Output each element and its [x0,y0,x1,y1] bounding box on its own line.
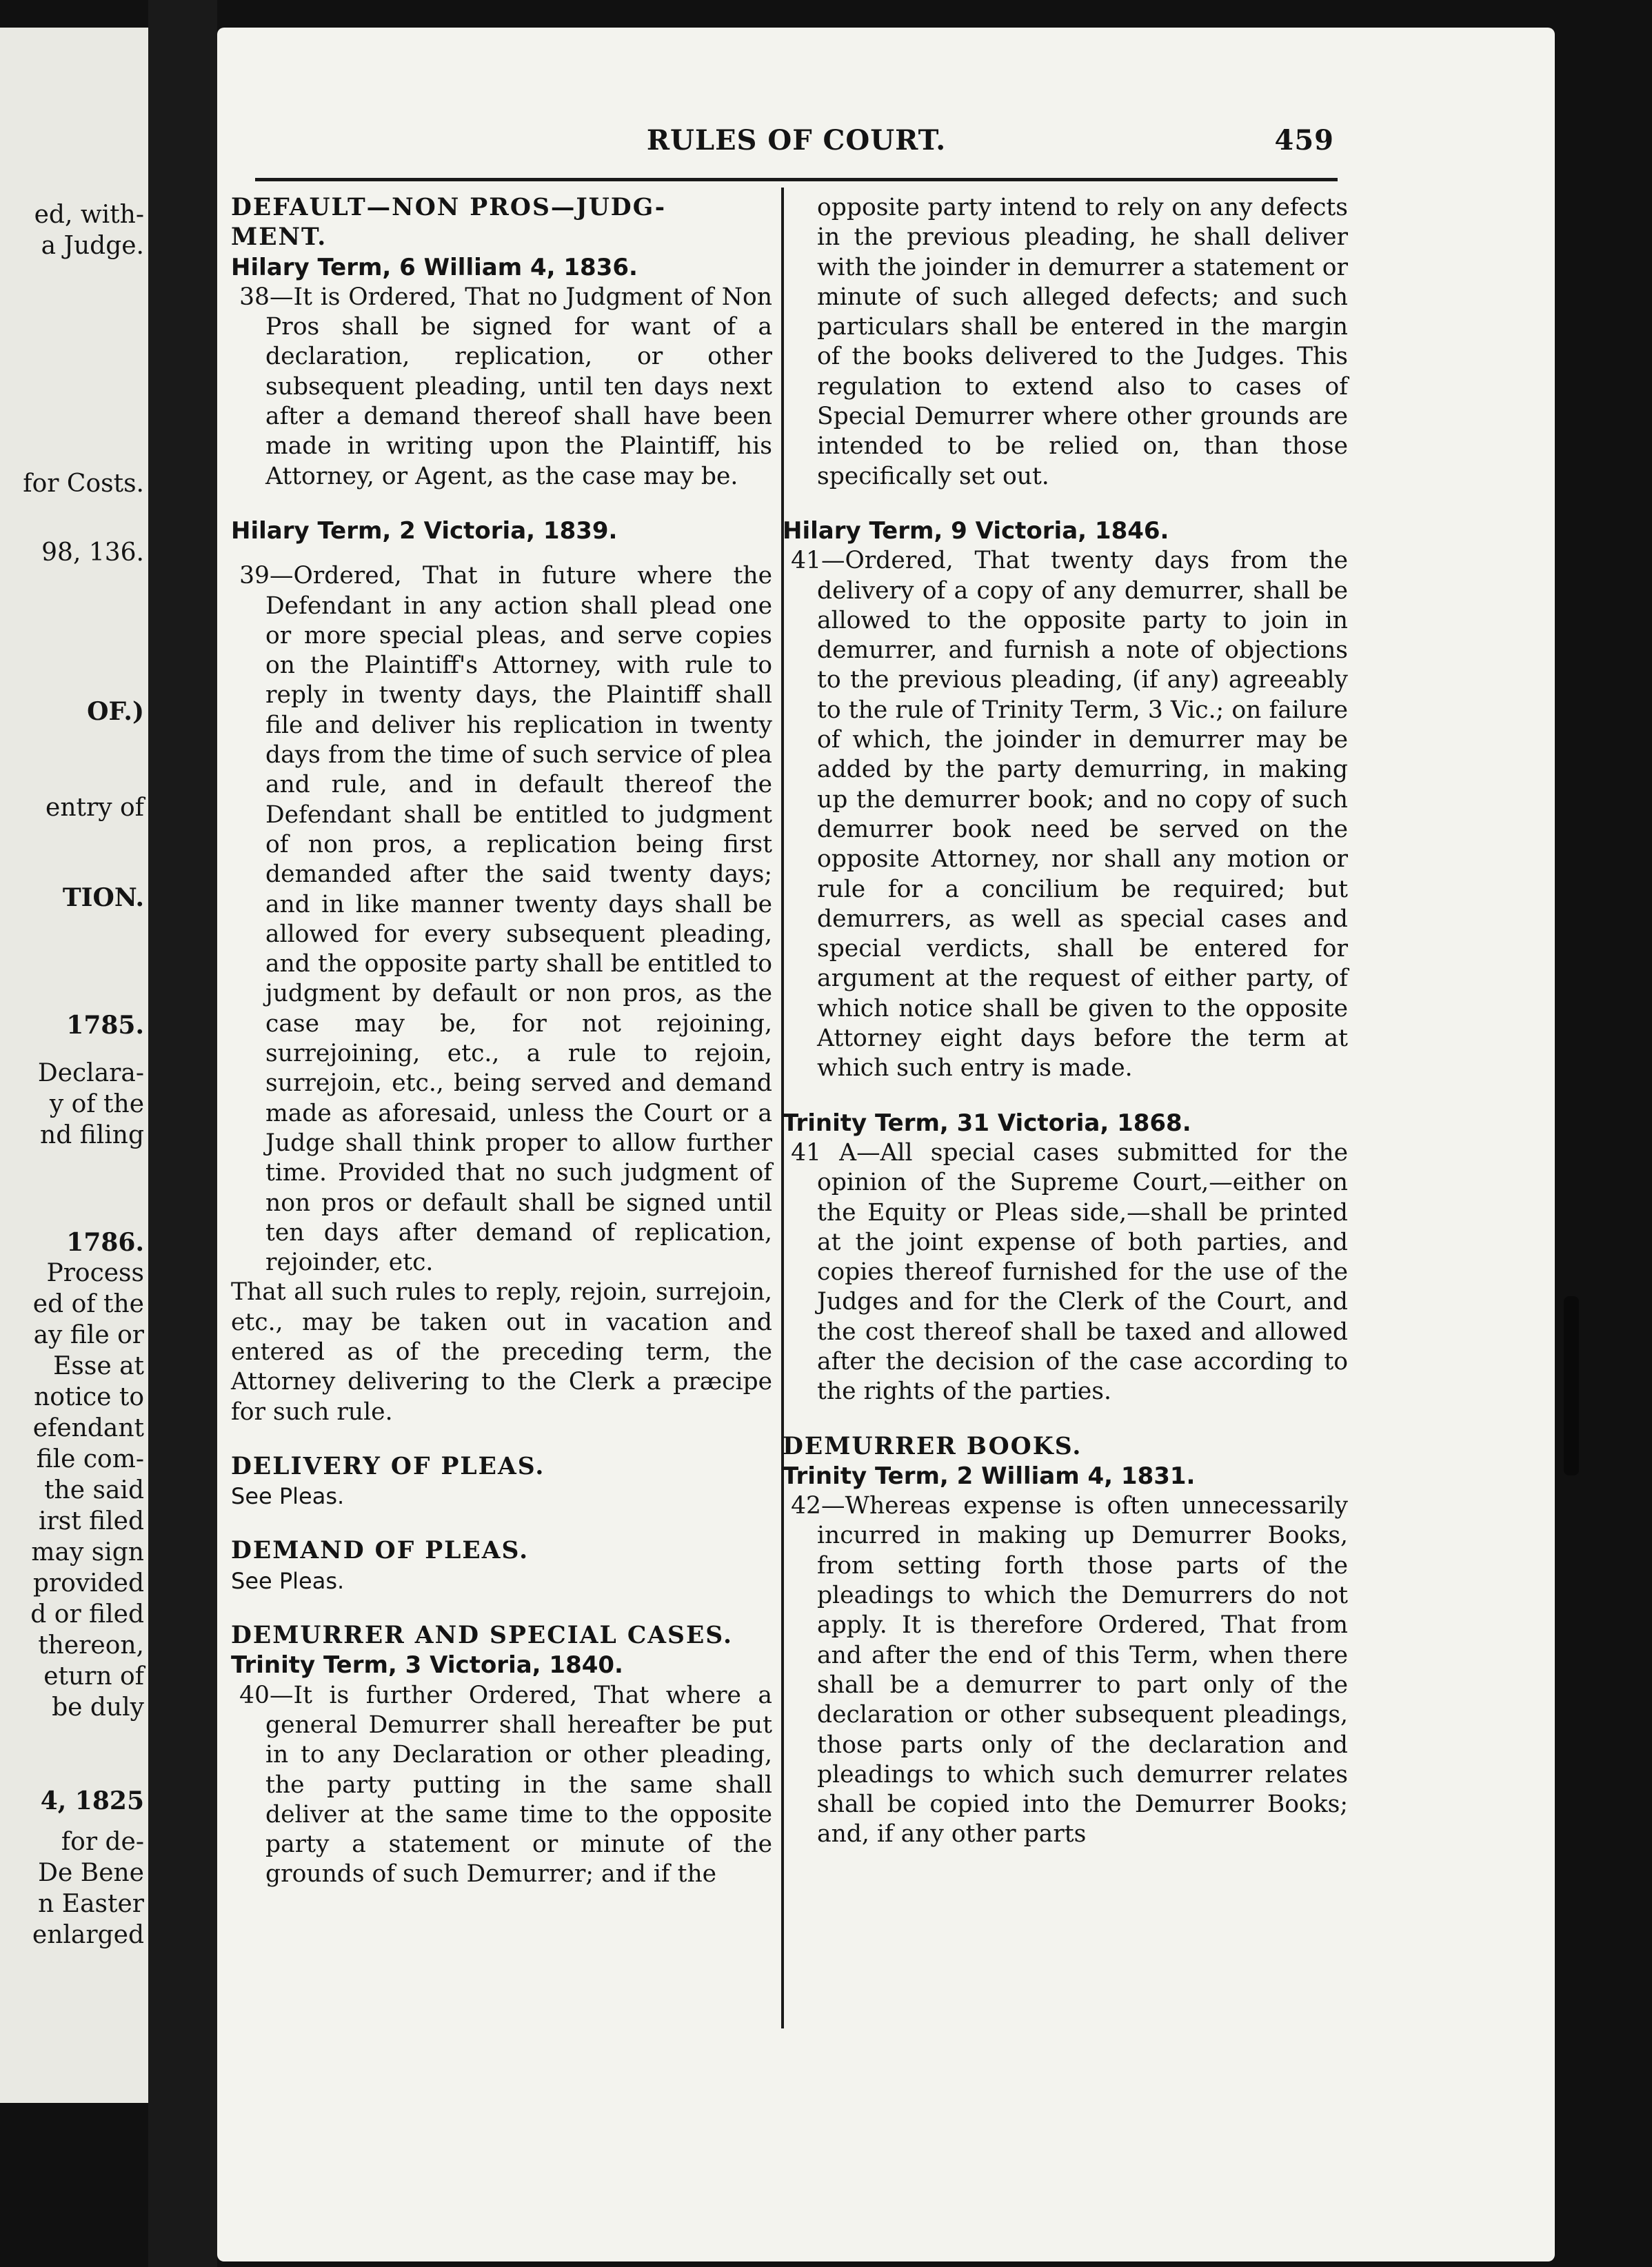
cross-reference: See Pleas. [231,1483,345,1510]
section-heading: DEMURRER AND SPECIAL CASES. [231,1622,733,1650]
left-page-text-fragment: ed, with- [34,201,144,229]
page-number: 459 [1274,124,1334,157]
rule-41: 41—Ordered, That twenty days from the delivery of a copy of any demurrer, shall be allowed to the opposite party to join in demurrer, and furnish a note of objections to the previous pleading, (if any) agreeably to the rule of Trinity Term, 3 Vic.; on failure of which, the joinder in demurrer may be added by the party demurring, in making up the demurrer book; and no copy of such demurrer book need be served on the opposite Attorney, nor shall any motion or rule for a concilium be required; but demurrers, as well as special cases and special verdicts, shall be entered for argument at the request of either party, of which notice shall be given to the opposite Attorney eight days before the term at which such entry is made. [791,547,1348,1082]
left-page-text-fragment: the said [44,1476,144,1504]
left-page-text-fragment: TION. [62,883,144,912]
page-clip-shadow [1564,1296,1579,1475]
book-gutter [148,0,217,2267]
section-heading: DELIVERY OF PLEAS. [231,1452,545,1480]
section-heading: DEFAULT—NON PROS—JUDG- [231,194,667,221]
left-page-text-fragment: ay file or [33,1321,144,1349]
section-heading: DEMURRER BOOKS. [783,1432,1082,1460]
rule-38: 38—It is Ordered, That no Judgment of Non Pros shall be signed for want of a declaration, replication, or other subsequent pleading, until ten days next after a demand thereof shall have been made in writing upon the Plaintiff, his Attorney, or Agent, as the case may be. [239,283,772,490]
left-page-text-fragment: De Bene [38,1859,144,1887]
left-page-text-fragment: eturn of [43,1662,144,1691]
term-heading: Trinity Term, 3 Victoria, 1840. [231,1651,623,1680]
left-page-text-fragment: Esse at [53,1352,144,1380]
left-page-text-fragment: provided [32,1569,144,1598]
left-page-text-fragment: 98, 136. [41,538,144,567]
term-heading: Hilary Term, 2 Victoria, 1839. [231,516,618,545]
term-heading: Hilary Term, 9 Victoria, 1846. [783,516,1169,545]
left-page-text-fragment: irst filed [39,1507,144,1535]
left-page-text-fragment: Declara- [37,1059,144,1087]
header-rule [255,178,1338,181]
left-page-text-fragment: n Easter [38,1890,144,1918]
running-title: RULES OF COURT. [646,124,947,157]
right-column [783,193,1348,1850]
rule-39-continuation: That all such rules to reply, rejoin, surrejoin, etc., may be taken out in vacation and entered as of the preceding term, the Attorney delivering to the Clerk a præcipe for such rule. [231,1278,772,1426]
left-page-text-fragment: 1786. [66,1228,144,1257]
rule-39: 39—Ordered, That in future where the Defendant in any action shall plead one or more special pleas, and serve copies on the Plaintiff's Attorney, with rule to reply in twenty days, the Plaintiff shall file and deliver his replication in twenty days from the time of such service of plea and rule, and in default thereof the Defendant shall be entitled to judgment of non pros, a replication being first demanded after the said twenty days; and in like manner twenty days shall be allowed for every subsequent pleading, and the opposite party shall be entitled to judgment by default or non pros, as the case may be, for not rejoining, surrejoining, etc., a rule to rejoin, surrejoin, etc., being served and demand made as aforesaid, unless the Court or a Judge shall think proper to allow further time. Provided that no such judgment of non pros or default shall be signed until ten days after demand of replication, rejoinder, etc. [239,562,772,1277]
left-page-text-fragment: be duly [52,1693,144,1722]
book-page [217,28,1555,2261]
left-page-text-fragment: OF.) [87,697,144,726]
rule-42: 42—Whereas expense is often unnecessarily incurred in making up Demurrer Books, from setting forth those parts of the pleadings to which the Demurrers do not apply. It is therefore Ordered, That from and after the end of this Term, when there shall be a demurrer to part only of the declaration or other subsequent pleadings, those parts only of the declaration and pleadings to which such demurrer relates shall be copied into the Demurrer Books; and, if any other parts [791,1492,1348,1848]
left-page-text-fragment: file com- [36,1445,144,1473]
left-page-text-fragment: 4, 1825 [40,1786,144,1815]
left-page-text-fragment: may sign [31,1538,144,1566]
section-heading-cont: MENT. [231,223,328,252]
term-heading: Trinity Term, 31 Victoria, 1868. [783,1109,1191,1137]
left-page-text-fragment: y of the [49,1090,144,1118]
left-page-text-fragment: notice to [34,1383,144,1411]
left-column [231,193,772,1890]
left-page-text-fragment: ed of the [32,1290,144,1318]
rule-40: 40—It is further Ordered, That where a general Demurrer shall hereafter be put in to any Declaration or other pleading, the party putting in the same shall deliver at the same time to the opposite party a statement or minute of the grounds of such Demurrer; and if the [239,1681,772,1888]
section-heading: DEMAND OF PLEAS. [231,1537,530,1565]
left-page-text-fragment: d or filed [30,1600,144,1629]
rule-41a: 41 A—All special cases submitted for the opinion of the Supreme Court,—either on the Equity or Pleas side,—shall be printed at the joint expense of both parties, and copies thereof furnished for the use of the Judges and for the Clerk of the Court, and the cost thereof shall be taxed and allowed after the decision of the case according to the rights of the parties. [791,1138,1348,1406]
left-page-text-fragment: thereon, [38,1631,144,1660]
left-page-text-fragment: for Costs. [23,470,144,498]
rule-40-continuation: opposite party intend to rely on any defects in the previous pleading, he shall deliver with the joinder in demurrer a statement or minute of such alleged defects; and such particulars shall be entered in the margin of the books delivered to the Judges. This regulation to extend also to cases of Special Demurrer where other grounds are intended to be relied on, than those specifically set out. [817,194,1348,490]
cross-reference: See Pleas. [231,1567,345,1594]
left-page-fragment [0,28,150,2103]
left-page-text-fragment: for de- [61,1828,144,1856]
left-page-text-fragment: a Judge. [41,232,144,260]
term-heading: Hilary Term, 6 William 4, 1836. [231,253,638,281]
left-page-text-fragment: efendant [32,1414,144,1442]
left-page-text-fragment: nd filing [40,1121,144,1149]
left-page-text-fragment: enlarged [32,1921,144,1949]
term-heading: Trinity Term, 2 William 4, 1831. [783,1462,1196,1490]
left-page-text-fragment: 1785. [66,1011,144,1040]
left-page-text-fragment: entry of [46,794,144,822]
running-header [259,124,1334,172]
left-page-text-fragment: Process [46,1259,144,1287]
